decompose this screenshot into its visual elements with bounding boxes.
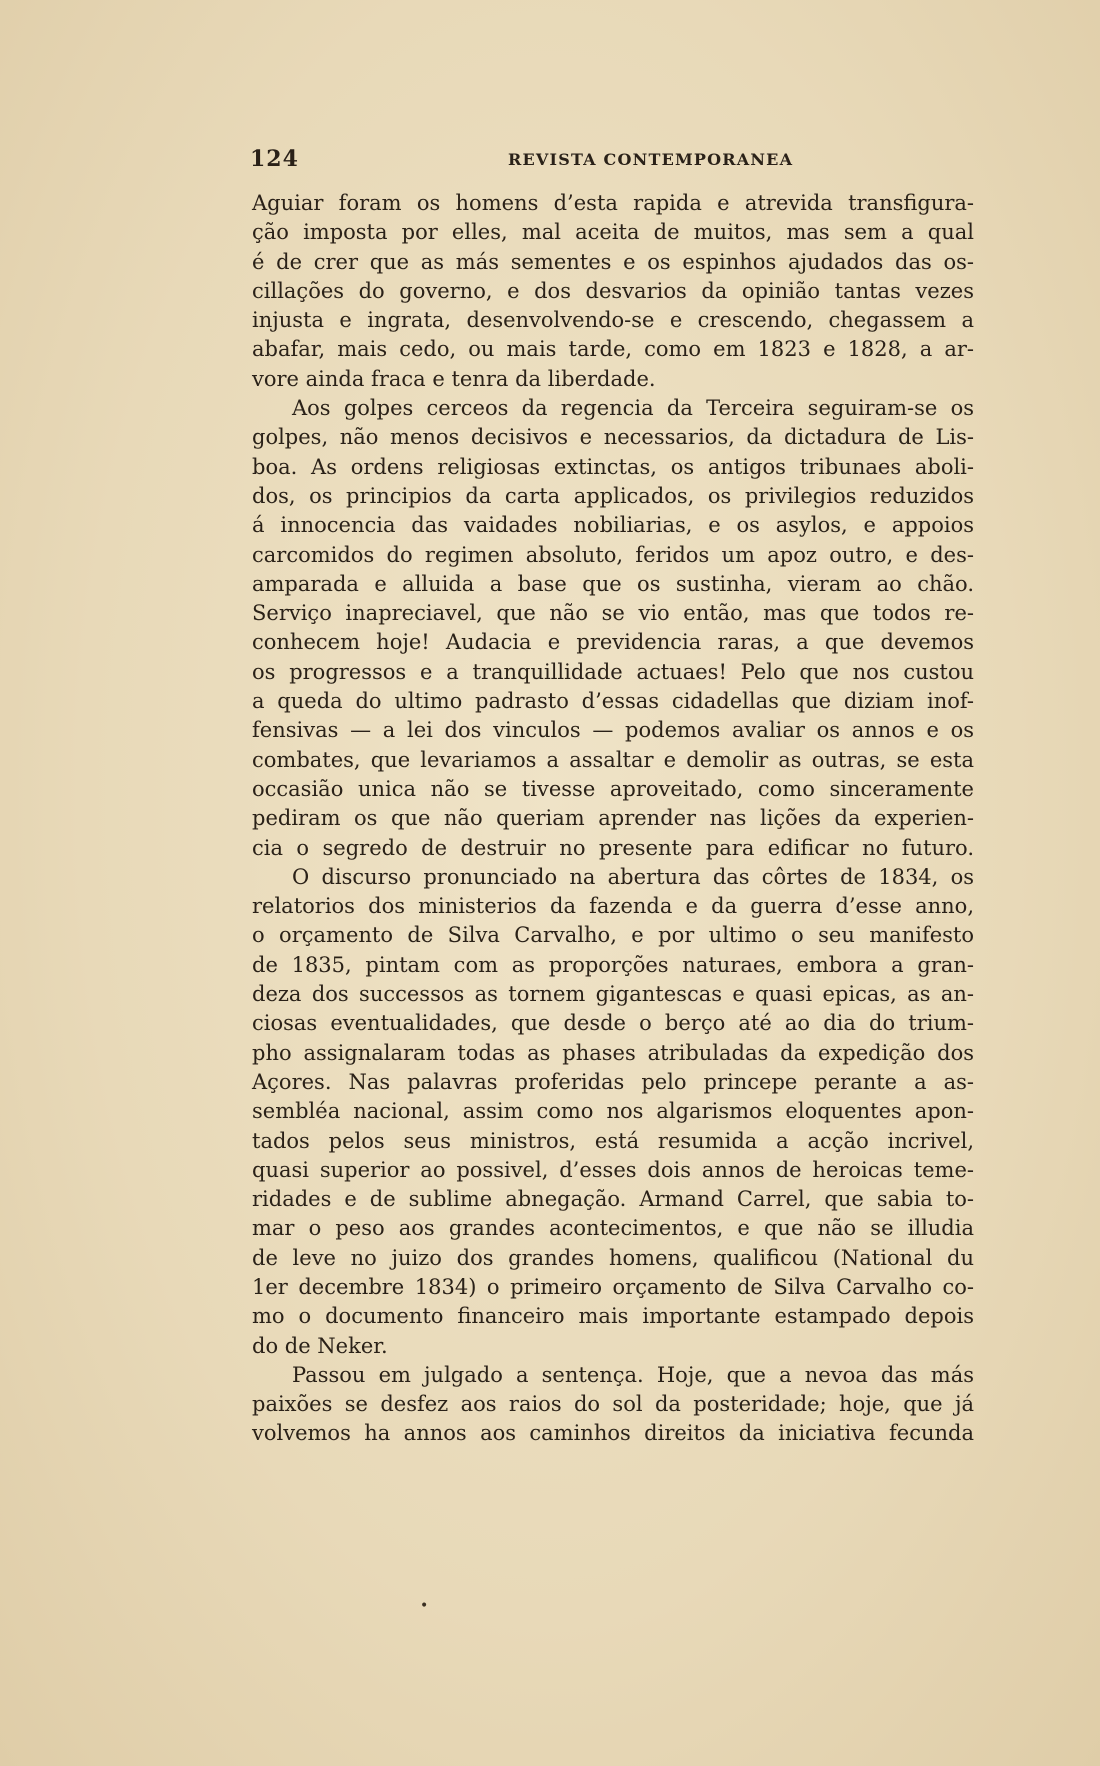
text-line: Passou em julgado a sentença. Hoje, que a nevoa das más: [292, 1362, 974, 1387]
text-line: O discurso pronunciado na abertura das côrtes de 1834, os: [292, 864, 974, 889]
text-line: volvemos ha annos aos caminhos direitos da iniciativa fecunda: [252, 1421, 974, 1446]
text-line: relatorios dos ministerios da fazenda e da guerra d’esse anno,: [252, 894, 974, 919]
text-line: quasi superior ao possivel, d’esses dois annos de heroicas teme-: [252, 1157, 974, 1182]
text-line: Açores. Nas palavras proferidas pelo princepe perante a as-: [252, 1069, 974, 1094]
page-number: 124: [250, 146, 299, 172]
text-line: paixões se desfez aos raios do sol da posteridade; hoje, que já: [252, 1392, 974, 1417]
text-line: vore ainda fraca e tenra da liberdade.: [252, 366, 656, 391]
text-line: os progressos e a tranquillidade actuaes! Pelo que nos custou: [252, 659, 974, 684]
text-line: fensivas — a lei dos vinculos — podemos avaliar os annos e os: [252, 718, 974, 743]
text-line: Aguiar foram os homens d’esta rapida e atrevida transfigura-: [252, 191, 974, 215]
text-line: o orçamento de Silva Carvalho, e por ultimo o seu manifesto: [252, 923, 974, 948]
text-line: dos, os principios da carta applicados, os privilegios reduzidos: [252, 483, 974, 508]
text-line: boa. As ordens religiosas extinctas, os antigos tribunaes aboli-: [252, 454, 974, 479]
text-line: é de crer que as más sementes e os espinhos ajudados das os-: [252, 249, 974, 274]
text-line: ção imposta por elles, mal aceita de muitos, mas sem a qual: [252, 220, 974, 245]
text-line: sembléa nacional, assim como nos algarismos eloquentes apon-: [252, 1099, 974, 1124]
text-line: 1er decembre 1834) o primeiro orçamento de Silva Carvalho co-: [252, 1274, 974, 1299]
text-line: combates, que levariamos a assaltar e demolir as outras, se esta: [252, 747, 974, 772]
text-line: cia o segredo de destruir no presente para edificar no futuro.: [252, 835, 974, 860]
text-line: ciosas eventualidades, que desde o berço até ao dia do trium-: [252, 1011, 974, 1036]
text-line: golpes, não menos decisivos e necessarios, da dictadura de Lis-: [252, 425, 974, 450]
text-line: injusta e ingrata, desenvolvendo-se e crescendo, chegassem a: [252, 308, 974, 333]
text-line: pediram os que não queriam aprender nas lições da experien-: [252, 806, 974, 831]
text-line: ridades e de sublime abnegação. Armand Carrel, que sabia to-: [252, 1187, 974, 1212]
text-line: de 1835, pintam com as proporções naturaes, embora a gran-: [252, 952, 974, 977]
text-line: amparada e alluida a base que os sustinha, vieram ao chão.: [252, 571, 974, 596]
running-title: REVISTA CONTEMPORANEA: [508, 150, 794, 169]
text-line: mar o peso aos grandes acontecimentos, e que não se illudia: [252, 1216, 974, 1241]
text-line: de leve no juizo dos grandes homens, qualificou (National du: [252, 1245, 974, 1270]
page-header: [250, 146, 974, 172]
text-line: tados pelos seus ministros, está resumida a acção incrivel,: [252, 1128, 974, 1153]
footer-mark: •: [420, 1598, 429, 1614]
text-line: mo o documento financeiro mais importante estampado depois: [252, 1304, 974, 1329]
text-line: a queda do ultimo padrasto d’essas cidadellas que diziam inof-: [252, 689, 974, 714]
text-line: do de Neker.: [252, 1333, 388, 1358]
text-line: Aos golpes cerceos da regencia da Terceira seguiram-se os: [292, 396, 974, 421]
text-line: occasião unica não se tivesse aproveitado, como sinceramente: [252, 776, 974, 801]
text-line: Serviço inapreciavel, que não se vio então, mas que todos re-: [252, 601, 974, 626]
text-line: carcomidos do regimen absoluto, feridos um apoz outro, e des-: [252, 542, 974, 567]
text-line: abafar, mais cedo, ou mais tarde, como em 1823 e 1828, a ar-: [252, 337, 974, 362]
body-text: [252, 189, 974, 1449]
text-line: á innocencia das vaidades nobiliarias, e os asylos, e appoios: [252, 513, 974, 538]
text-line: conhecem hoje! Audacia e previdencia raras, a que devemos: [252, 630, 974, 655]
text-line: cillações do governo, e dos desvarios da opinião tantas vezes: [252, 278, 974, 303]
text-line: deza dos successos as tornem gigantescas e quasi epicas, as an-: [252, 982, 974, 1007]
text-line: pho assignalaram todas as phases atribuladas da expedição dos: [252, 1040, 974, 1065]
